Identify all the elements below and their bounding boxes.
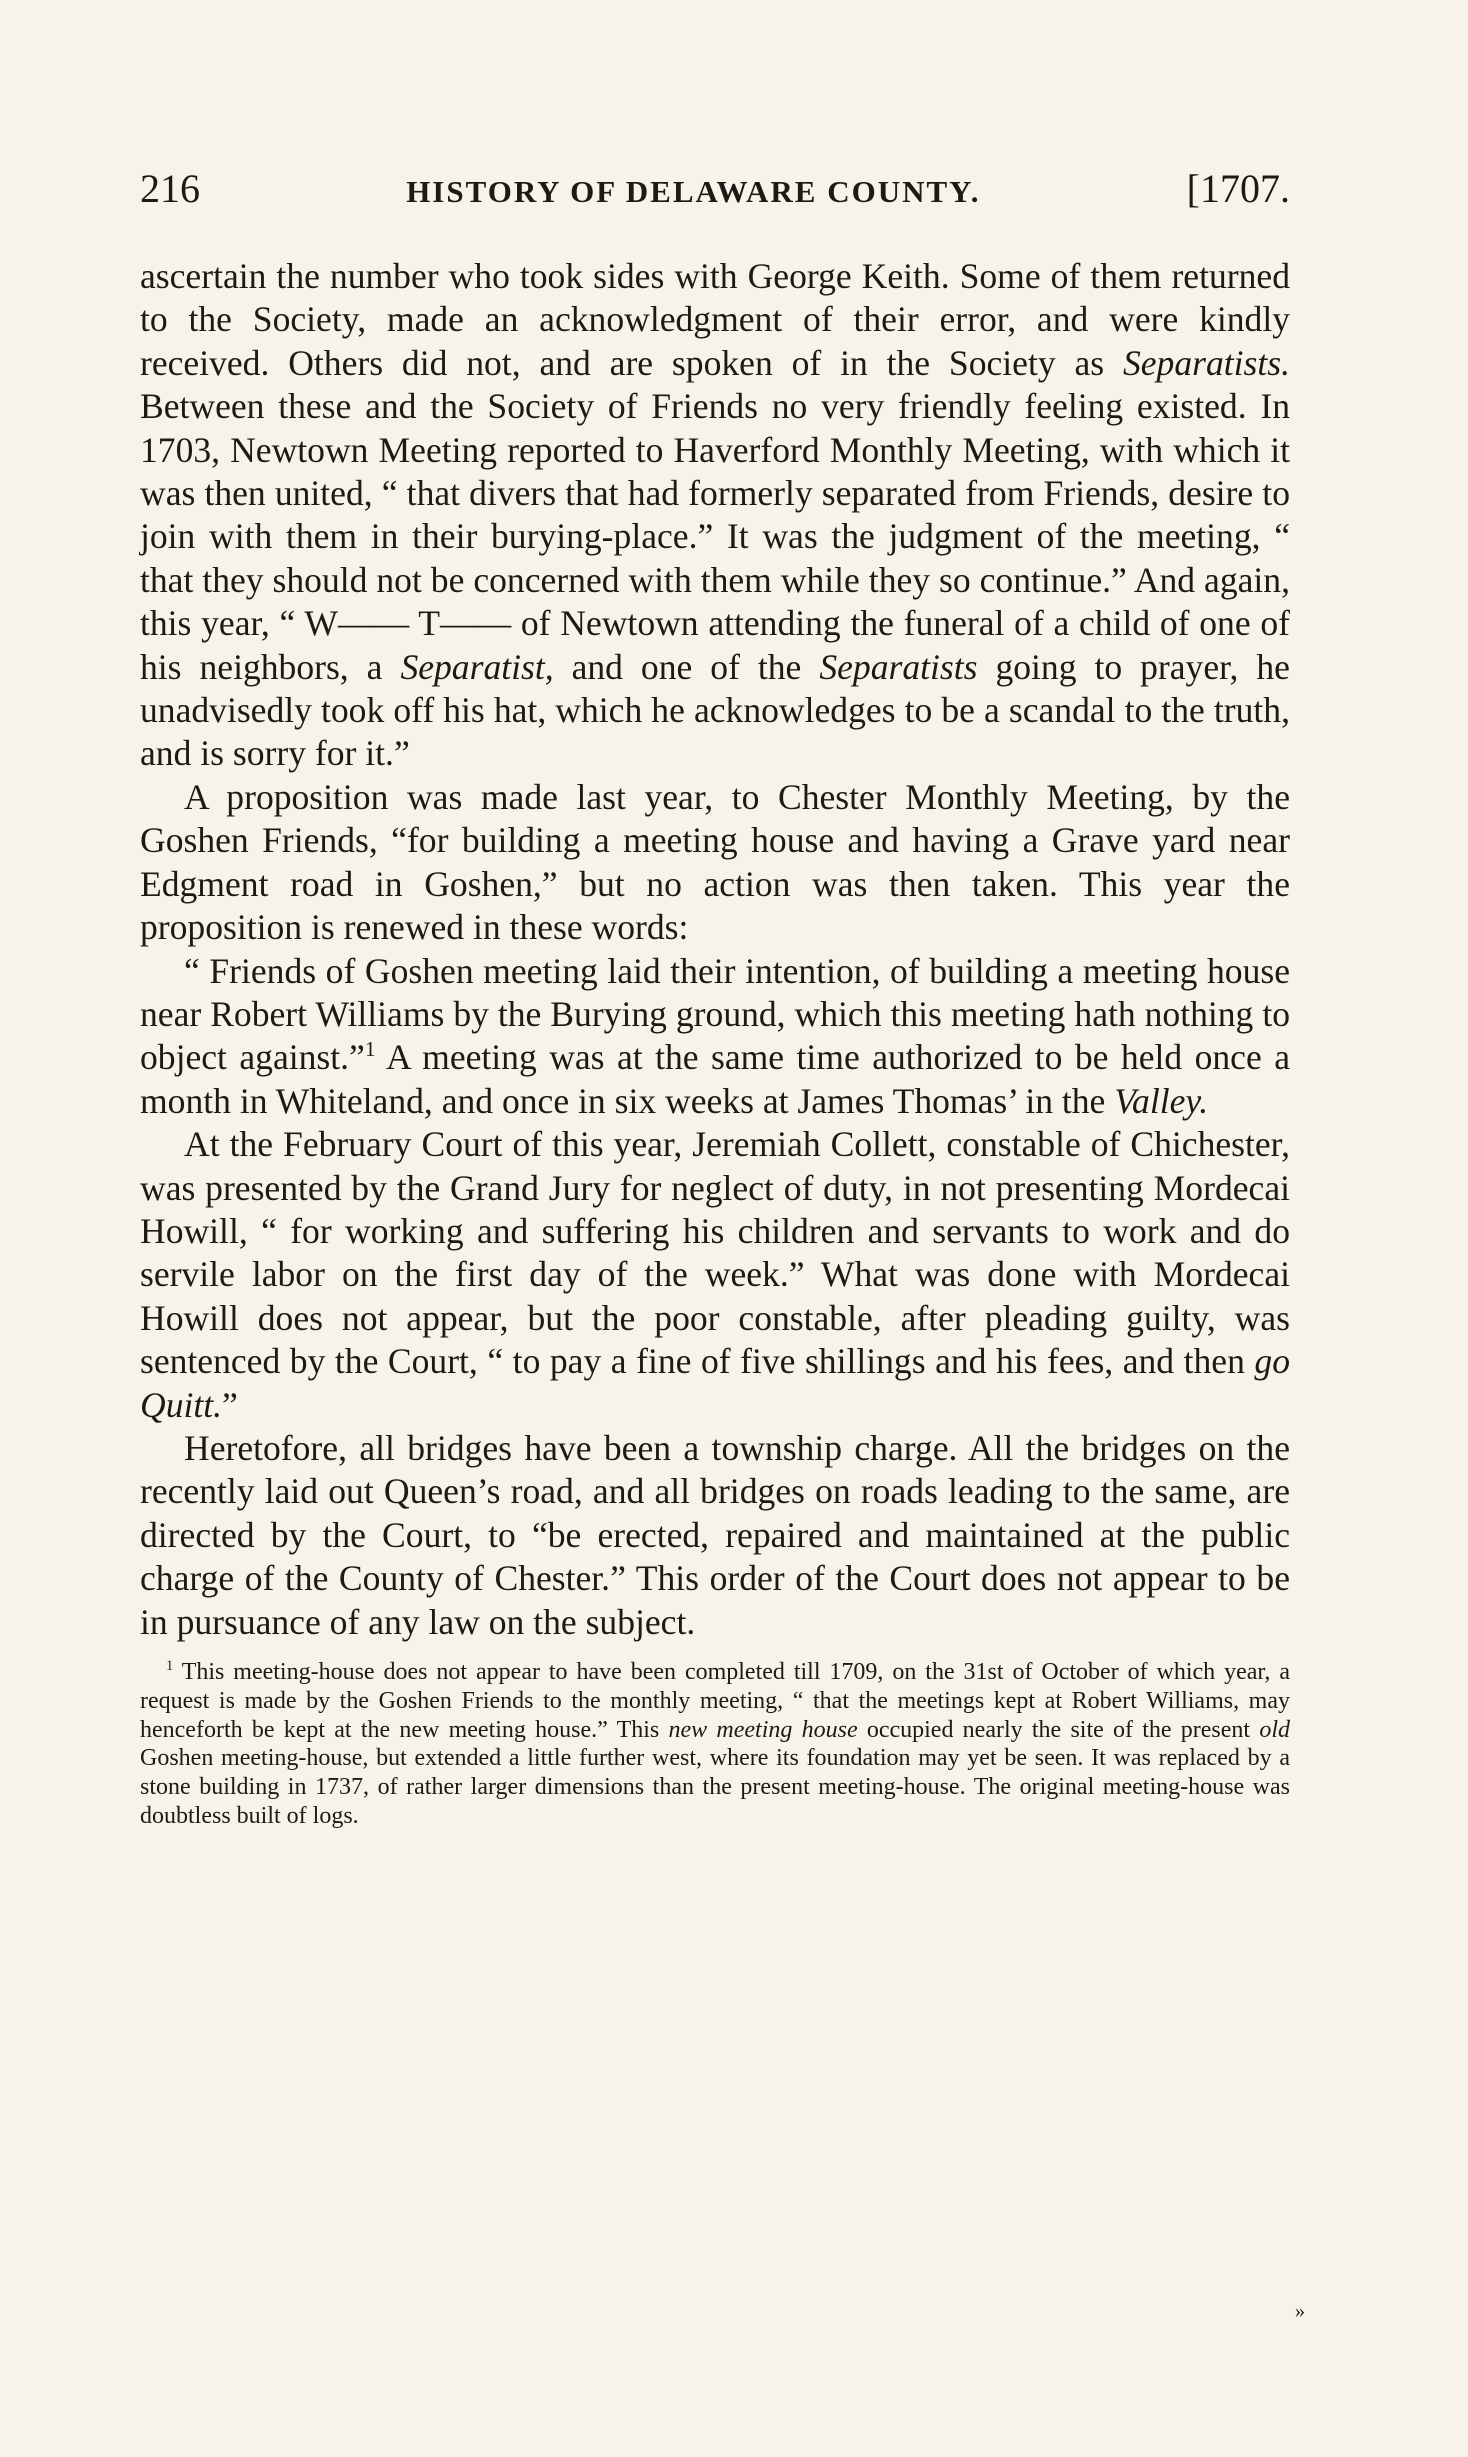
footnote [140,1658,1290,1831]
text-run: This meeting-house does not appear to have been completed till 1709, on the 31st of October of which year, a request is made by the Goshen Friends to the monthly meeting, “ that the meetings kept at Robert Williams, may henceforth be kept at the new meeting house.” This [140,1659,1290,1743]
italic-text: go Quitt. [140,1341,1290,1425]
italic-text: new meeting house [668,1716,858,1743]
text-run: A proposition was made last year, to Chester Monthly Meeting, by the Goshen Friends, “for building a meeting house and having a Grave yard near Edgment road in Goshen,” but no action was then taken. This year the proposition is renewed in these words: [140,776,1290,948]
italic-text: Separatists [819,646,978,687]
running-title: HISTORY OF DELAWARE COUNTY. [406,174,981,209]
header-year: [1707. [1186,166,1290,211]
italic-text: Separatist, [400,646,554,687]
footnote-marker: 1 [166,1658,174,1674]
text-run: and one of the [553,646,820,687]
text-run: ” [222,1384,238,1425]
text-run: Between these and the Society of Friends no very friendly feeling existed. In 1703, Newtown Meeting reported to Haverford Monthly Meeting, with which it was then united, “ that divers that had formerly separated from Friends, desire to join with them in their burying-place.” It was the judgment of the meeting, “ that they should not be concerned with them while they so continue.” And again, this year, “ W—— T—— of Newtown attending the funeral of a child of one of his neighbors, a [140,386,1290,687]
text-run: At the February Court of this year, Jeremiah Collett, constable of Chichester, was presented by the Grand Jury for neglect of duty, in not presenting Mordecai Howill, “ for working and suffering his children and servants to work and do servile labor on the first day of the week.” What was done with Mordecai Howill does not appear, but the poor constable, after pleading guilty, was sentenced by the Court, “ to pay a fine of five shillings and his fees, and then [140,1124,1290,1382]
paragraph [140,776,1290,950]
paragraph [140,1427,1290,1644]
corner-mark: » [1295,2300,1305,2322]
text-run: occupied nearly the site of the present [857,1716,1260,1743]
paragraph [140,950,1290,1124]
running-header [140,165,1290,225]
italic-text: old [1259,1716,1290,1743]
italic-text: Valley. [1114,1080,1209,1121]
footnote-marker: 1 [364,1037,376,1062]
paragraph [140,1123,1290,1427]
text-run: going to prayer, he unadvisedly took off his hat, which he acknowledges to be a scandal to the truth, and is sorry for it.” [140,646,1290,774]
text-run: Goshen meeting-house, but extended a little further west, where its foundation may yet be seen. It was replaced by a stone building in 1737, of rather larger dimensions than the present meeting-house. The original meeting-house was doubtless built of logs. [140,1745,1290,1829]
page-number: 216 [140,166,200,211]
footnotes [140,1658,1290,1831]
text-run: “ Friends of Goshen meeting laid their intention, of building a meeting house near Robert Williams by the Burying ground, which this meeting hath nothing to object against.” [140,950,1290,1078]
text-run: A meeting was at the same time authorized to be held once a month in Whiteland, and once in six weeks at James Thomas’ in the [140,1037,1290,1121]
italic-text: Separatists. [1122,342,1290,383]
book-page [140,165,1290,1831]
text-run: ascertain the number who took sides with George Keith. Some of them returned to the Society, made an acknowledgment of their error, and were kindly received. Others did not, and are spoken of in the Society as [140,256,1290,383]
body-text [140,255,1290,1644]
text-run: Heretofore, all bridges have been a township charge. All the bridges on the recently laid out Queen’s road, and all bridges on roads leading to the same, are directed by the Court, to “be erected, repaired and maintained at the public charge of the County of Chester.” This order of the Court does not appear to be in pursuance of any law on the subject. [140,1427,1290,1642]
paragraph [140,255,1290,776]
